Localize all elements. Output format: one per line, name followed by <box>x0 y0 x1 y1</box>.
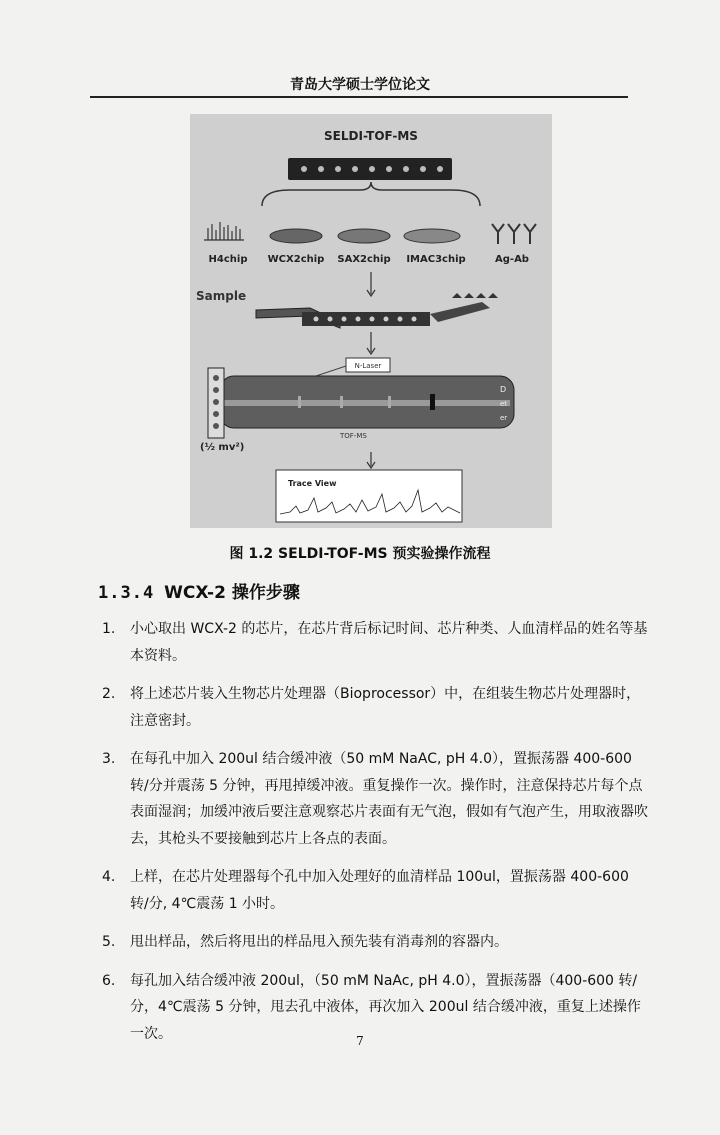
detector-label-er: er <box>500 414 508 422</box>
chip-strip-spots <box>301 166 443 172</box>
step-text: 在每孔中加入 200ul 结合缓冲液（50 mM NaAC, pH 4.0），置振荡器 400-600 转/分并震荡 5 分钟，再甩掉缓冲液。重复操作一次。操作时，注意保持芯片每个点表面湿润；加缓冲液后要注意观察芯片表面有无气泡，假如有气泡产生，用取液器吹去，其枪头不要接触到芯片上各点的表面。 <box>130 751 648 847</box>
section-number: 1.3.4 <box>98 583 155 603</box>
detector-label-d: D <box>500 385 507 394</box>
step-text: 甩出样品，然后将甩出的样品甩入预先装有消毒剂的容器内。 <box>130 934 508 950</box>
step-text: 每孔加入结合缓冲液 200ul，（50 mM NaAc, pH 4.0），置振荡器（400-600 转/分，4℃震荡 5 分钟，甩去孔中液体，再次加入 200ul 结合缓冲液，重复上述操作一次。 <box>130 972 641 1042</box>
sample-wash-plate <box>430 302 490 322</box>
antibody-icon <box>492 224 536 244</box>
sample-label: Sample <box>196 289 247 303</box>
sample-chip <box>302 312 430 326</box>
step-item <box>98 929 648 956</box>
step-number: 5. <box>102 934 116 950</box>
step-item <box>98 681 648 734</box>
chip-label-wcx2: WCX2chip <box>267 254 325 265</box>
step-number: 1. <box>102 621 116 637</box>
trace-view-panel <box>276 470 462 522</box>
chip-brace <box>262 182 480 206</box>
seldi-workflow-figure <box>190 114 552 528</box>
chip-label-sax2: SAX2chip <box>337 254 391 265</box>
voltage-label: (½ mv²) <box>200 442 245 453</box>
tof-label: TOF-MS <box>340 432 367 440</box>
step-item <box>98 616 648 669</box>
ion-marker-4 <box>430 394 435 410</box>
sax2chip-icon <box>338 229 390 243</box>
sample-droplets <box>452 293 498 298</box>
workflow-diagram <box>190 114 552 528</box>
ion-marker-3 <box>388 396 391 408</box>
step-number: 3. <box>102 751 116 767</box>
section-title: WCX-2 操作步骤 <box>164 583 300 603</box>
step-number: 4. <box>102 869 116 885</box>
tof-tube-highlight <box>224 400 510 406</box>
h4chip-icon <box>204 222 244 240</box>
page-number: 7 <box>356 1034 364 1048</box>
wcx2chip-icon <box>270 229 322 243</box>
detector-label-et: et <box>500 400 508 408</box>
ion-marker-1 <box>298 396 301 408</box>
running-header: 青岛大学硕士学位论文 <box>290 77 430 93</box>
chip-label-h4: H4chip <box>208 254 248 265</box>
step-text: 上样，在芯片处理器每个孔中加入处理好的血清样品 100ul，置振荡器 400-600 转/分, 4℃震荡 1 小时。 <box>130 869 629 912</box>
step-item <box>98 864 648 917</box>
figure-title-label: SELDI-TOF-MS <box>324 129 418 143</box>
step-number: 6. <box>102 972 116 989</box>
chip-label-imac3: IMAC3chip <box>406 254 466 265</box>
ion-marker-2 <box>340 396 343 408</box>
step-text: 将上述芯片装入生物芯片处理器（Bioprocessor）中，在组装生物芯片处理器时，注意密封。 <box>130 686 641 729</box>
laser-label: N-Laser <box>354 362 382 370</box>
section-heading <box>98 578 300 603</box>
imac3chip-icon <box>404 229 460 243</box>
figure-caption: 图 1.2 SELDI-TOF-MS 预实验操作流程 <box>229 546 491 562</box>
step-text: 小心取出 WCX-2 的芯片，在芯片背后标记时间、芯片种类、人血清样品的姓名等基本资料。 <box>130 621 648 664</box>
step-number: 2. <box>102 686 116 702</box>
step-item <box>98 746 648 852</box>
chip-label-agab: Ag-Ab <box>495 254 529 265</box>
procedure-steps <box>98 616 648 1059</box>
trace-view-label: Trace View <box>288 479 337 488</box>
header-rule <box>90 96 628 98</box>
